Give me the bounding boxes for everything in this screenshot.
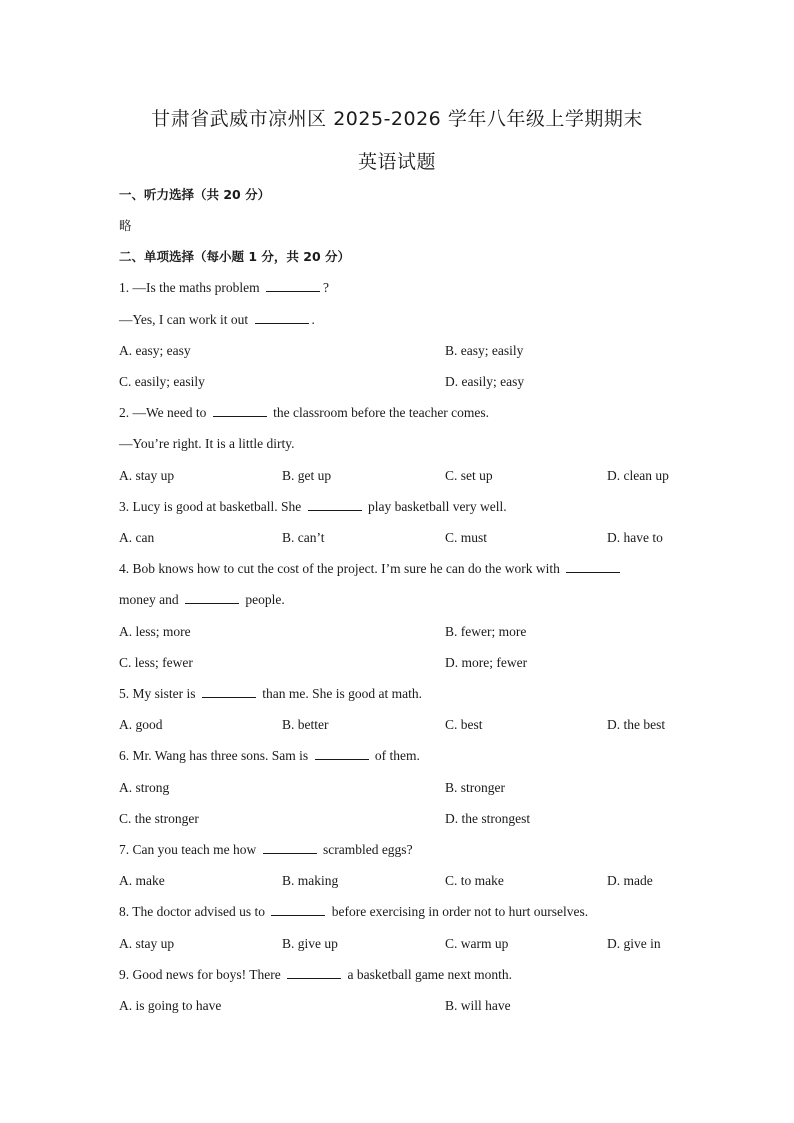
answer-blank bbox=[315, 746, 369, 760]
option-a: A. easy; easy bbox=[119, 343, 191, 358]
option-b: B. get up bbox=[282, 468, 332, 483]
answer-blank bbox=[263, 840, 317, 854]
option-c: C. set up bbox=[445, 468, 493, 483]
question-3-stem: 3. Lucy is good at basketball. She play basketball very well. bbox=[119, 499, 507, 514]
option-c: C. less; fewer bbox=[119, 655, 193, 670]
option-d: D. give in bbox=[607, 936, 661, 951]
option-b: B. give up bbox=[282, 936, 338, 951]
answer-blank bbox=[213, 403, 267, 417]
question-7-stem: 7. Can you teach me how scrambled eggs? bbox=[119, 842, 413, 857]
option-b: B. will have bbox=[445, 998, 511, 1013]
question-4-stem: 4. Bob knows how to cut the cost of the project. I’m sure he can do the work with bbox=[119, 559, 623, 579]
option-b: B. easy; easily bbox=[445, 343, 524, 358]
option-d: D. the best bbox=[607, 717, 666, 732]
option-a: A. stay up bbox=[119, 468, 175, 483]
option-c: C. must bbox=[445, 530, 488, 545]
question-2-reply: —You’re right. It is a little dirty. bbox=[119, 436, 295, 451]
page-subtitle: 英语试题 bbox=[357, 151, 436, 173]
option-a: A. can bbox=[119, 530, 155, 545]
answer-blank bbox=[566, 559, 620, 573]
section-1-heading: 一、听力选择（共 20 分） bbox=[119, 187, 271, 202]
option-b: B. better bbox=[282, 717, 329, 732]
question-5-stem: 5. My sister is than me. She is good at math. bbox=[119, 686, 422, 701]
option-d: D. more; fewer bbox=[445, 655, 528, 670]
option-c: C. the stronger bbox=[119, 811, 199, 826]
answer-blank bbox=[185, 590, 239, 604]
answer-blank bbox=[255, 310, 309, 324]
option-b: B. can’t bbox=[282, 530, 325, 545]
option-d: D. clean up bbox=[607, 468, 669, 483]
option-b: B. making bbox=[282, 873, 339, 888]
question-1-stem: 1. —Is the maths problem ? bbox=[119, 280, 329, 295]
section-2-heading: 二、单项选择（每小题 1 分，共 20 分） bbox=[119, 249, 351, 264]
question-6-stem: 6. Mr. Wang has three sons. Sam is of them. bbox=[119, 748, 420, 763]
answer-blank bbox=[308, 497, 362, 511]
page-title: 甘肃省武威市凉州区 2025-2026 学年八年级上学期期末 bbox=[151, 108, 643, 130]
option-c: C. best bbox=[445, 717, 483, 732]
section-1-note: 略 bbox=[119, 218, 132, 233]
option-b: B. fewer; more bbox=[445, 624, 527, 639]
option-c: C. warm up bbox=[445, 936, 509, 951]
question-8-stem: 8. The doctor advised us to before exercising in order not to hurt ourselves. bbox=[119, 904, 589, 919]
answer-blank bbox=[287, 965, 341, 979]
question-4-stem-cont: money and people. bbox=[119, 592, 285, 607]
option-c: C. easily; easily bbox=[119, 374, 205, 389]
answer-blank bbox=[202, 684, 256, 698]
question-2-stem: 2. —We need to the classroom before the teacher comes. bbox=[119, 405, 490, 420]
option-d: D. have to bbox=[607, 530, 663, 545]
question-9-stem: 9. Good news for boys! There a basketball game next month. bbox=[119, 967, 513, 982]
option-d: D. made bbox=[607, 873, 653, 888]
option-a: A. less; more bbox=[119, 624, 191, 639]
option-a: A. make bbox=[119, 873, 165, 888]
option-a: A. strong bbox=[119, 780, 170, 795]
answer-blank bbox=[271, 902, 325, 916]
option-d: D. easily; easy bbox=[445, 374, 525, 389]
question-1-reply: —Yes, I can work it out . bbox=[119, 312, 315, 327]
option-a: A. is going to have bbox=[119, 998, 222, 1013]
option-a: A. good bbox=[119, 717, 163, 732]
answer-blank bbox=[266, 278, 320, 292]
option-a: A. stay up bbox=[119, 936, 175, 951]
option-c: C. to make bbox=[445, 873, 504, 888]
option-d: D. the strongest bbox=[445, 811, 531, 826]
option-b: B. stronger bbox=[445, 780, 505, 795]
